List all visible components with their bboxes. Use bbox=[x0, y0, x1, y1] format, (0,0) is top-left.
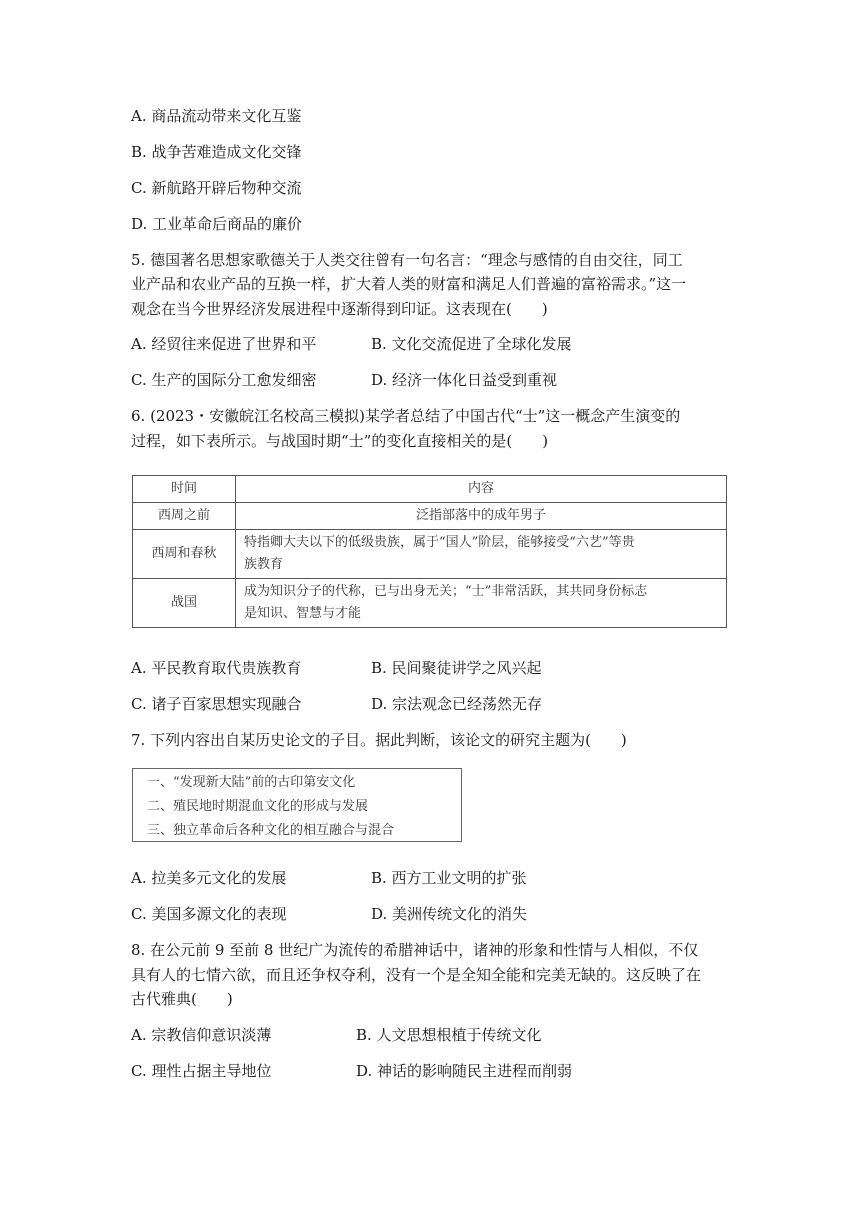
q4-option-d: D. 工业革命后商品的廉价 bbox=[131, 215, 303, 233]
q5-option-c: C. 生产的国际分工愈发细密 bbox=[131, 371, 317, 389]
q7-option-d: D. 美洲传统文化的消失 bbox=[371, 905, 528, 923]
table-cell-time: 西周之前 bbox=[133, 503, 236, 530]
q5-stem-line-1: 5. 德国著名思想家歌德关于人类交往曾有一句名言：“理念与感情的自由交往，同工 bbox=[131, 251, 683, 269]
q8-options-row-2 bbox=[131, 1061, 572, 1081]
table-cell-content bbox=[236, 579, 727, 628]
table-cell-content bbox=[236, 530, 727, 579]
q6-table bbox=[132, 475, 727, 628]
q6-stem-line-2: 过程，如下表所示。与战国时期“士”的变化直接相关的是( ) bbox=[131, 432, 549, 450]
q8-option-b: B. 人文思想根植于传统文化 bbox=[356, 1026, 542, 1044]
q5-option-a: A. 经贸往来促进了世界和平 bbox=[131, 335, 317, 353]
q6-option-c: C. 诸子百家思想实现融合 bbox=[131, 695, 302, 713]
table-cell-time: 战国 bbox=[133, 579, 236, 628]
q8-options-row-1 bbox=[131, 1025, 542, 1045]
q6-option-a: A. 平民教育取代贵族教育 bbox=[131, 659, 302, 677]
q7-options-row-1 bbox=[131, 868, 527, 888]
table-cell-content-line-2: 是知识、智慧与才能 bbox=[244, 606, 362, 621]
q7-outline-box bbox=[132, 768, 462, 842]
q5-stem-line-2: 业产品和农业产品的互换一样，扩大着人类的财富和满足人们普遍的富裕需求。”这一 bbox=[131, 275, 687, 293]
q7-option-c: C. 美国多源文化的表现 bbox=[131, 905, 287, 923]
table-cell-content-line-1: 特指卿大夫以下的低级贵族，属于“国人”阶层，能够接受“六艺”等贵 bbox=[244, 535, 635, 550]
q6-options-row-2 bbox=[131, 694, 542, 714]
q5-stem-line-3: 观念在当今世界经济发展进程中逐渐得到印证。这表现在( ) bbox=[131, 300, 548, 318]
q4-option-b: B. 战争苦难造成文化交锋 bbox=[131, 143, 302, 161]
q8-stem-line-3: 古代雅典( ) bbox=[131, 990, 233, 1008]
q6-option-d: D. 宗法观念已经荡然无存 bbox=[371, 695, 543, 713]
q8-option-a: A. 宗教信仰意识淡薄 bbox=[131, 1026, 272, 1044]
q8-option-d: D. 神话的影响随民主进程而削弱 bbox=[356, 1062, 573, 1080]
q8-stem-line-2: 具有人的七情六欲，而且还争权夺利，没有一个是全知全能和完美无缺的。这反映了在 bbox=[131, 966, 702, 984]
table-cell-content-line-1: 成为知识分子的代称，已与出身无关；“士”非常活跃，其共同身份标志 bbox=[244, 584, 648, 599]
q8-stem-line-1: 8. 在公元前 9 至前 8 世纪广为流传的希腊神话中，诸神的形象和性情与人相似，不仅 bbox=[131, 941, 699, 959]
q7-option-b: B. 西方工业文明的扩张 bbox=[371, 869, 527, 887]
table-header-content: 内容 bbox=[236, 476, 727, 503]
q5-option-d: D. 经济一体化日益受到重视 bbox=[371, 371, 558, 389]
q5-options-row-1 bbox=[131, 334, 572, 354]
outline-item: 二、殖民地时期混血文化的形成与发展 bbox=[147, 799, 369, 814]
q7-options-row-2 bbox=[131, 904, 527, 924]
table-cell-content-line-2: 族教育 bbox=[244, 557, 284, 572]
q4-option-c: C. 新航路开辟后物种交流 bbox=[131, 179, 302, 197]
q4-option-a: A. 商品流动带来文化互鉴 bbox=[131, 107, 302, 125]
q8-option-c: C. 理性占据主导地位 bbox=[131, 1062, 272, 1080]
outline-item: 三、独立革命后各种文化的相互融合与混合 bbox=[147, 823, 395, 838]
q6-options-row-1 bbox=[131, 658, 542, 678]
q7-stem: 7. 下列内容出自某历史论文的子目。据此判断，该论文的研究主题为( ) bbox=[131, 731, 627, 749]
outline-item: 一、“发现新大陆”前的古印第安文化 bbox=[147, 775, 356, 790]
q5-options-row-2 bbox=[131, 370, 557, 390]
table-cell-time: 西周和春秋 bbox=[133, 530, 236, 579]
q6-stem-line-1: 6. (2023・安徽皖江名校高三模拟)某学者总结了中国古代“士”这一概念产生演变的 bbox=[131, 407, 681, 425]
q5-option-b: B. 文化交流促进了全球化发展 bbox=[371, 335, 572, 353]
table-cell-content: 泛指部落中的成年男子 bbox=[236, 503, 727, 530]
table-header-time: 时间 bbox=[133, 476, 236, 503]
q7-option-a: A. 拉美多元文化的发展 bbox=[131, 869, 287, 887]
q6-option-b: B. 民间聚徒讲学之风兴起 bbox=[371, 659, 542, 677]
